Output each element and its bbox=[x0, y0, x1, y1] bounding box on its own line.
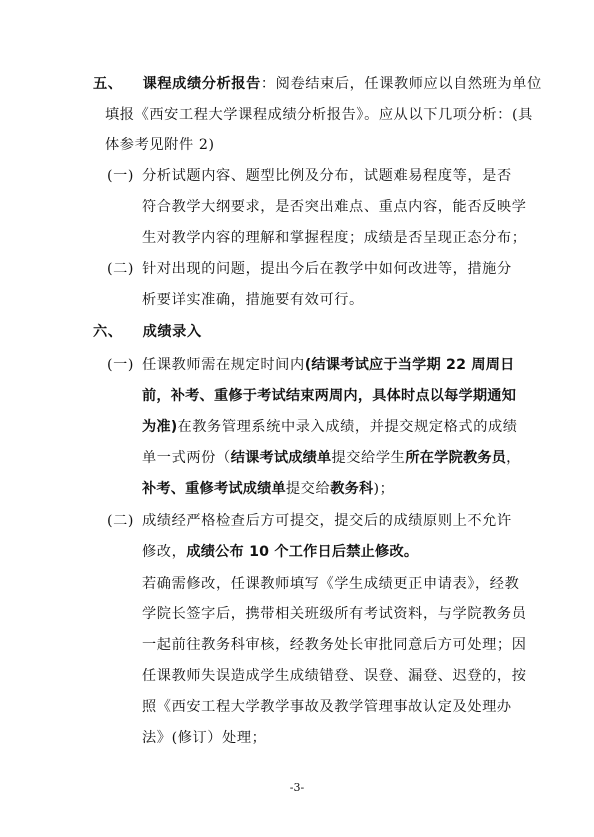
section6-item1-line-3: 为准)在教务管理系统中录入成绩，并提交规定格式的成绩 bbox=[142, 419, 518, 435]
section6-number: 六、 bbox=[93, 324, 123, 340]
section5-item1-line-3: 生对教学内容的理解和掌握程度；成绩是否呈现正态分布； bbox=[142, 230, 527, 246]
section6-item2-line-2: 修改，成绩公布 10 个工作日后禁止修改。 bbox=[142, 544, 419, 560]
section6-item1-line-2: 前，补考、重修于考试结束两周内，具体时点以每学期通知 bbox=[142, 388, 517, 404]
section5-item2-number: (二) bbox=[107, 261, 135, 277]
section5-number: 五、 bbox=[93, 76, 123, 92]
section6-item2-para-line-4: 任课教师失误造成学生成绩错登、误登、漏登、迟登的，按 bbox=[142, 668, 527, 684]
section5-heading-line bbox=[93, 74, 542, 94]
section5-item1-line-2: 符合教学大纲要求，是否突出难点、重点内容，能否反映学 bbox=[142, 199, 527, 215]
section6-item1-number: (一) bbox=[107, 357, 135, 373]
section5-line-2: 填报《西安工程大学课程成绩分析报告》。应从以下几项分析：(具 bbox=[105, 107, 533, 123]
section5-item2-line-2: 析要详实准确，措施要有效可行。 bbox=[142, 292, 364, 308]
section5-line-1: ：阅卷结束后，任课教师应以自然班为单位 bbox=[260, 76, 542, 92]
section6-item1-line-1: (一) 任课教师需在规定时间内(结课考试应于当学期 22 周周日 bbox=[107, 357, 515, 373]
section5-item1-line-1: (一) 分析试题内容、题型比例及分布，试题难易程度等，是否 bbox=[107, 168, 512, 184]
section6-heading-line bbox=[93, 322, 202, 342]
section6-item2-para-line-2: 学院长签字后，携带相关班级所有考试资料，与学院教务员 bbox=[142, 606, 527, 622]
section6-item1-line-5: 补考、重修考试成绩单提交给教务科)； bbox=[142, 481, 395, 497]
section6-item1-line-4: 单一式两份（结课考试成绩单提交给学生所在学院教务员， bbox=[142, 450, 521, 466]
section6-item2-para-line-3: 一起前往教务科审核，经教务处长审批同意后方可处理；因 bbox=[142, 637, 527, 653]
page-number: -3- bbox=[289, 781, 305, 794]
section6-item2-para-line-6: 法》(修订）处理； bbox=[142, 730, 267, 746]
section6-item2-line-1: (二) 成绩经严格检查后方可提交，提交后的成绩原则上不允许 bbox=[107, 513, 512, 529]
section5-title: 课程成绩分析报告 bbox=[142, 76, 261, 92]
section6-item2-para-line-1: 若确需修改，任课教师填写《学生成绩更正申请表》，经教 bbox=[142, 576, 520, 592]
section6-title: 成绩录入 bbox=[142, 324, 202, 340]
section6-item2-number: (二) bbox=[107, 513, 135, 529]
section5-item1-number: (一) bbox=[107, 168, 135, 184]
section5-line-3: 体参考见附件 2) bbox=[105, 137, 215, 153]
section6-item2-para-line-5: 照《西安工程大学教学事故及教学管理事故认定及处理办 bbox=[142, 699, 512, 715]
section5-item2-line-1: (二) 针对出现的问题，提出今后在教学中如何改进等，措施分 bbox=[107, 261, 512, 277]
